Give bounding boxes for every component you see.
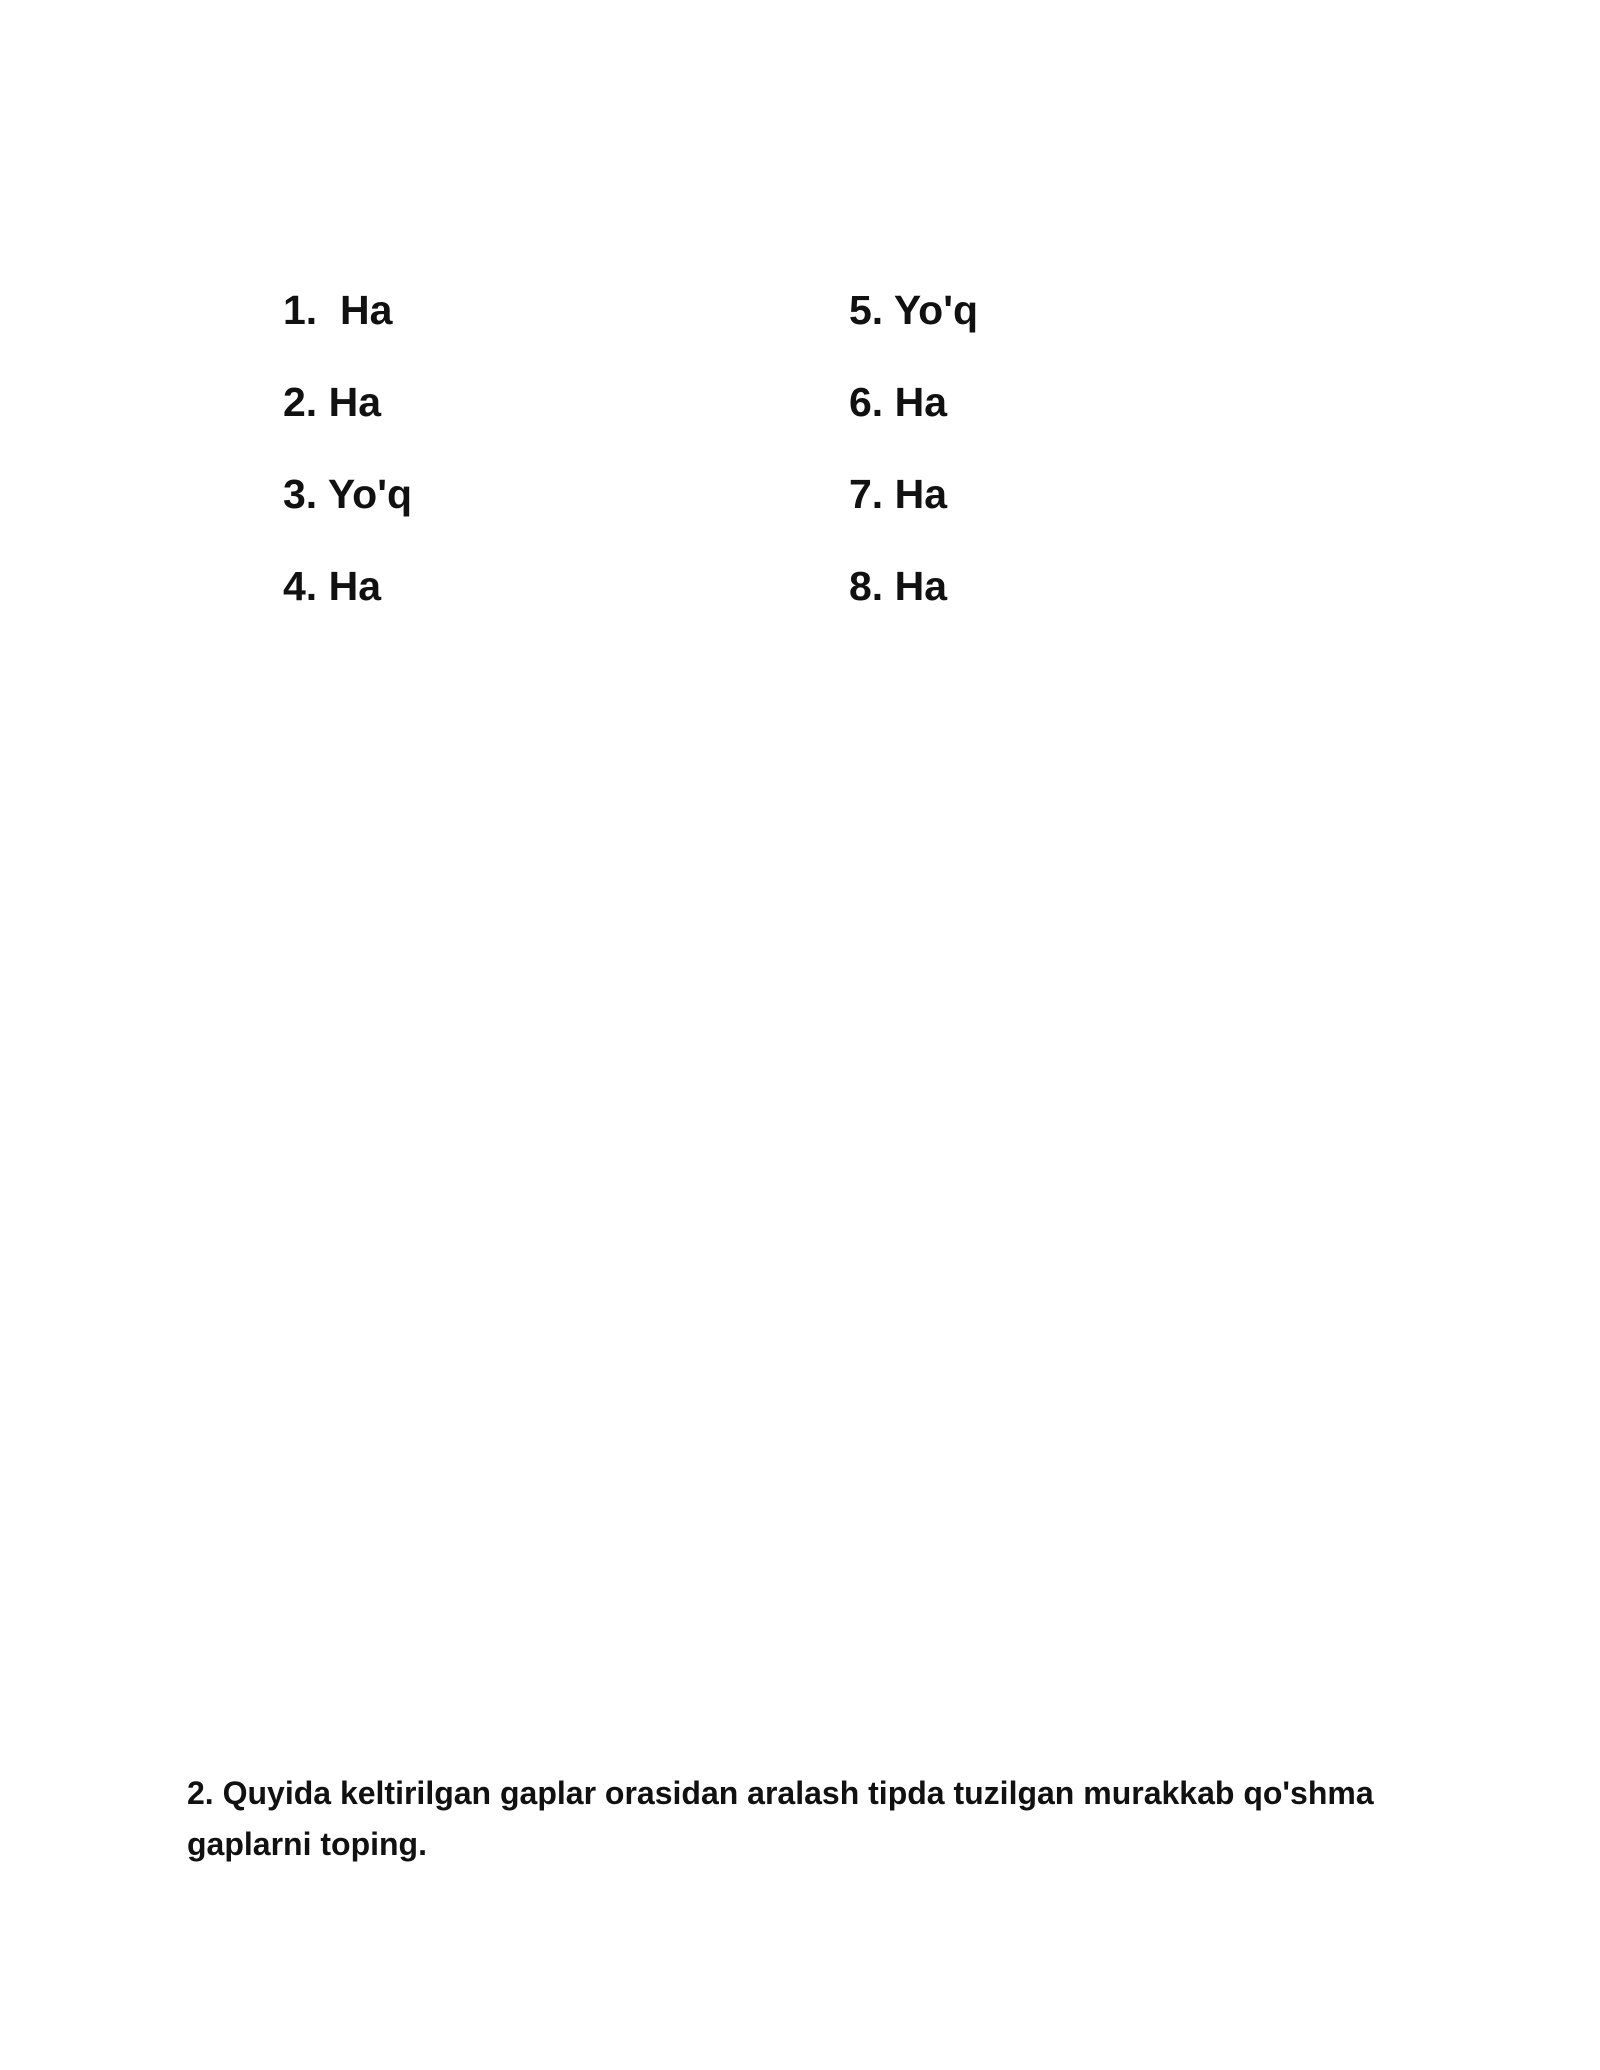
answer-column-left [283,272,783,640]
answer-item-8: 8. Ha [849,563,947,609]
answer-key [283,272,1183,632]
answer-item-3: 3. Yo'q [283,471,412,517]
answer-item-6: 6. Ha [849,379,947,425]
answer-item-7: 7. Ha [849,471,947,517]
answer-item-4: 4. Ha [283,563,381,609]
question-2-text: 2. Quyida keltirilgan gaplar orasidan aralash tipda tuzilgan murakkab qo'shma gaplarni toping. [187,1775,1374,1862]
answer-item-2: 2. Ha [283,379,381,425]
answer-item-5: 5. Yo'q [849,287,978,333]
answer-item-1: 1. Ha [283,287,393,333]
answer-column-right [849,272,1349,640]
